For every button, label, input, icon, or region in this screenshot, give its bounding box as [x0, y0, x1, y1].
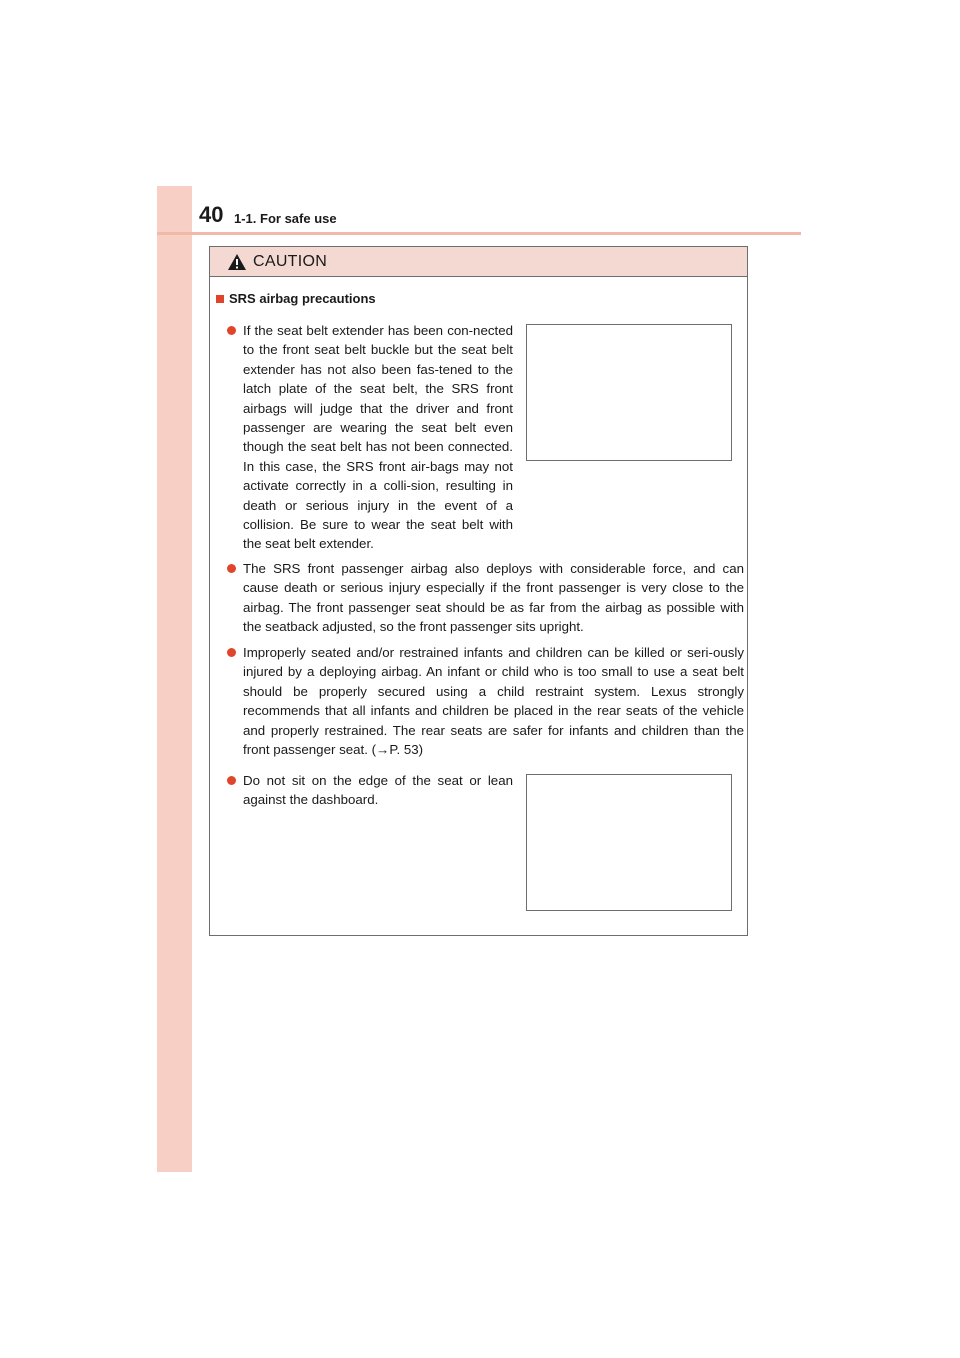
caution-label: CAUTION: [253, 252, 328, 270]
warning-triangle-icon: [227, 253, 247, 271]
page-number: 40: [199, 202, 224, 227]
red-square-icon: [216, 295, 224, 303]
caution-heading-text: SRS airbag precautions: [229, 291, 376, 306]
red-dot-icon: [227, 326, 236, 335]
red-dot-icon: [227, 776, 236, 785]
section-title: 1-1. For safe use: [234, 211, 337, 226]
red-dot-icon: [227, 648, 236, 657]
bullet-item-2: [227, 559, 744, 637]
bullet-item-1-text: If the seat belt extender has been con-nected to the front seat belt buckle but the seat belt extender has not also been fas-tened to the latch plate of the seat belt, the SRS front airbags will judge that the driver and front passenger are wearing the seat belt even though the seat belt has not been connected. In this case, the SRS front air-bags may not activate correctly in a colli-sion, resulting in death or serious injury in the event of a collision. Be sure to wear the seat belt with the seat belt extender.: [243, 323, 513, 552]
bullet-item-4-text: Do not sit on the edge of the seat or lean against the dashboard.: [243, 773, 513, 808]
side-tab: [157, 186, 192, 1172]
bullet-item-3: [227, 643, 744, 759]
bullet-item-1: [227, 321, 513, 554]
bullet-item-2-text: The SRS front passenger airbag also deploys with considerable force, and can cause death or serious injury especially if the front passenger is very close to the airbag. The front passenger seat should be as far from the airbag as possible with the seatback adjusted, so the front passenger sits upright.: [243, 561, 744, 635]
bullet-item-4: [227, 771, 513, 810]
header-rule: [157, 232, 801, 235]
figure-image-2: [526, 774, 732, 911]
figure-image-1: [526, 324, 732, 461]
red-dot-icon: [227, 564, 236, 573]
caution-box: [209, 246, 748, 936]
caution-heading: [216, 291, 376, 306]
bullet-item-3-text: Improperly seated and/or restrained infants and children can be killed or seri-ously injured by a deploying airbag. An infant or child who is too small to use a seat belt should be properly secured using a child restraint system. Lexus strongly recommends that all infants and children be placed in the rear seats of the vehicle and properly restrained. The rear seats are safer for infants and children than the front passenger seat. (→P. 53): [243, 645, 744, 758]
caution-header: [210, 247, 747, 277]
